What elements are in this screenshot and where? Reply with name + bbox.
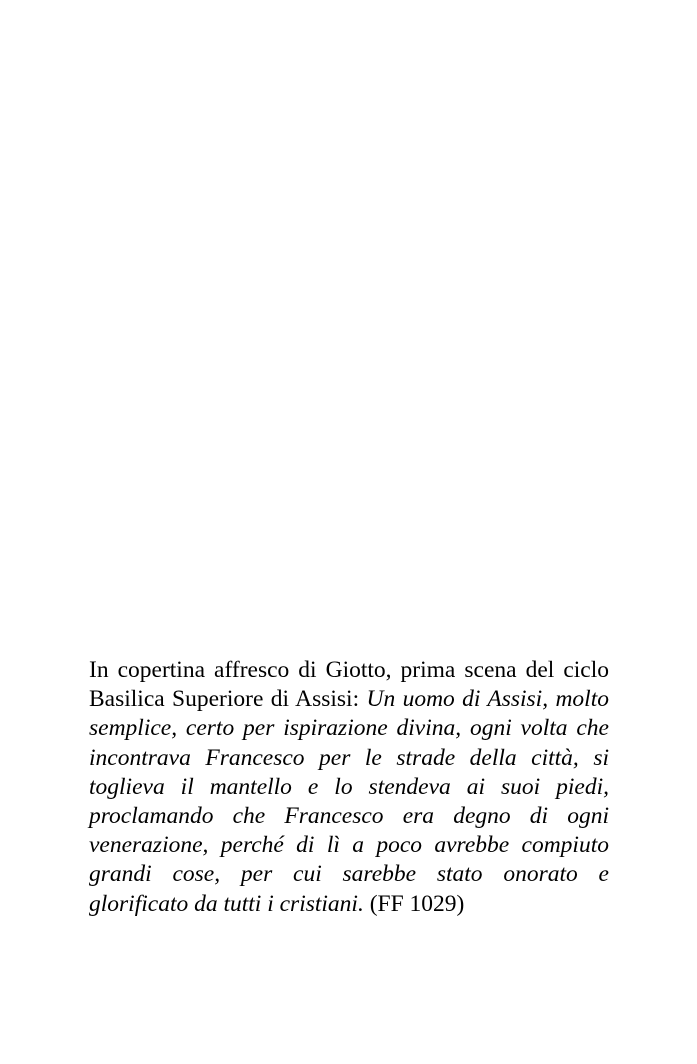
cover-caption [89, 656, 609, 919]
caption-quote: Un uomo di Assisi, molto semplice, certo per ispirazione divina, ogni volta che incontrava Francesco per le strade della città, si toglieva il mantello e lo stendeva ai suoi piedi, proclamando che Francesco era degno di ogni venerazione, perché di lì a poco avrebbe compiuto grandi cose, per cui sarebbe stato onorato e glorificato da tutti i cristiani [89, 686, 609, 917]
caption-quote-period: . [357, 890, 364, 917]
caption-intro: In copertina affresco di Giotto, prima scena del ciclo Basilica Superiore di Assisi: [89, 657, 609, 713]
caption-reference: (FF 1029) [363, 890, 465, 917]
